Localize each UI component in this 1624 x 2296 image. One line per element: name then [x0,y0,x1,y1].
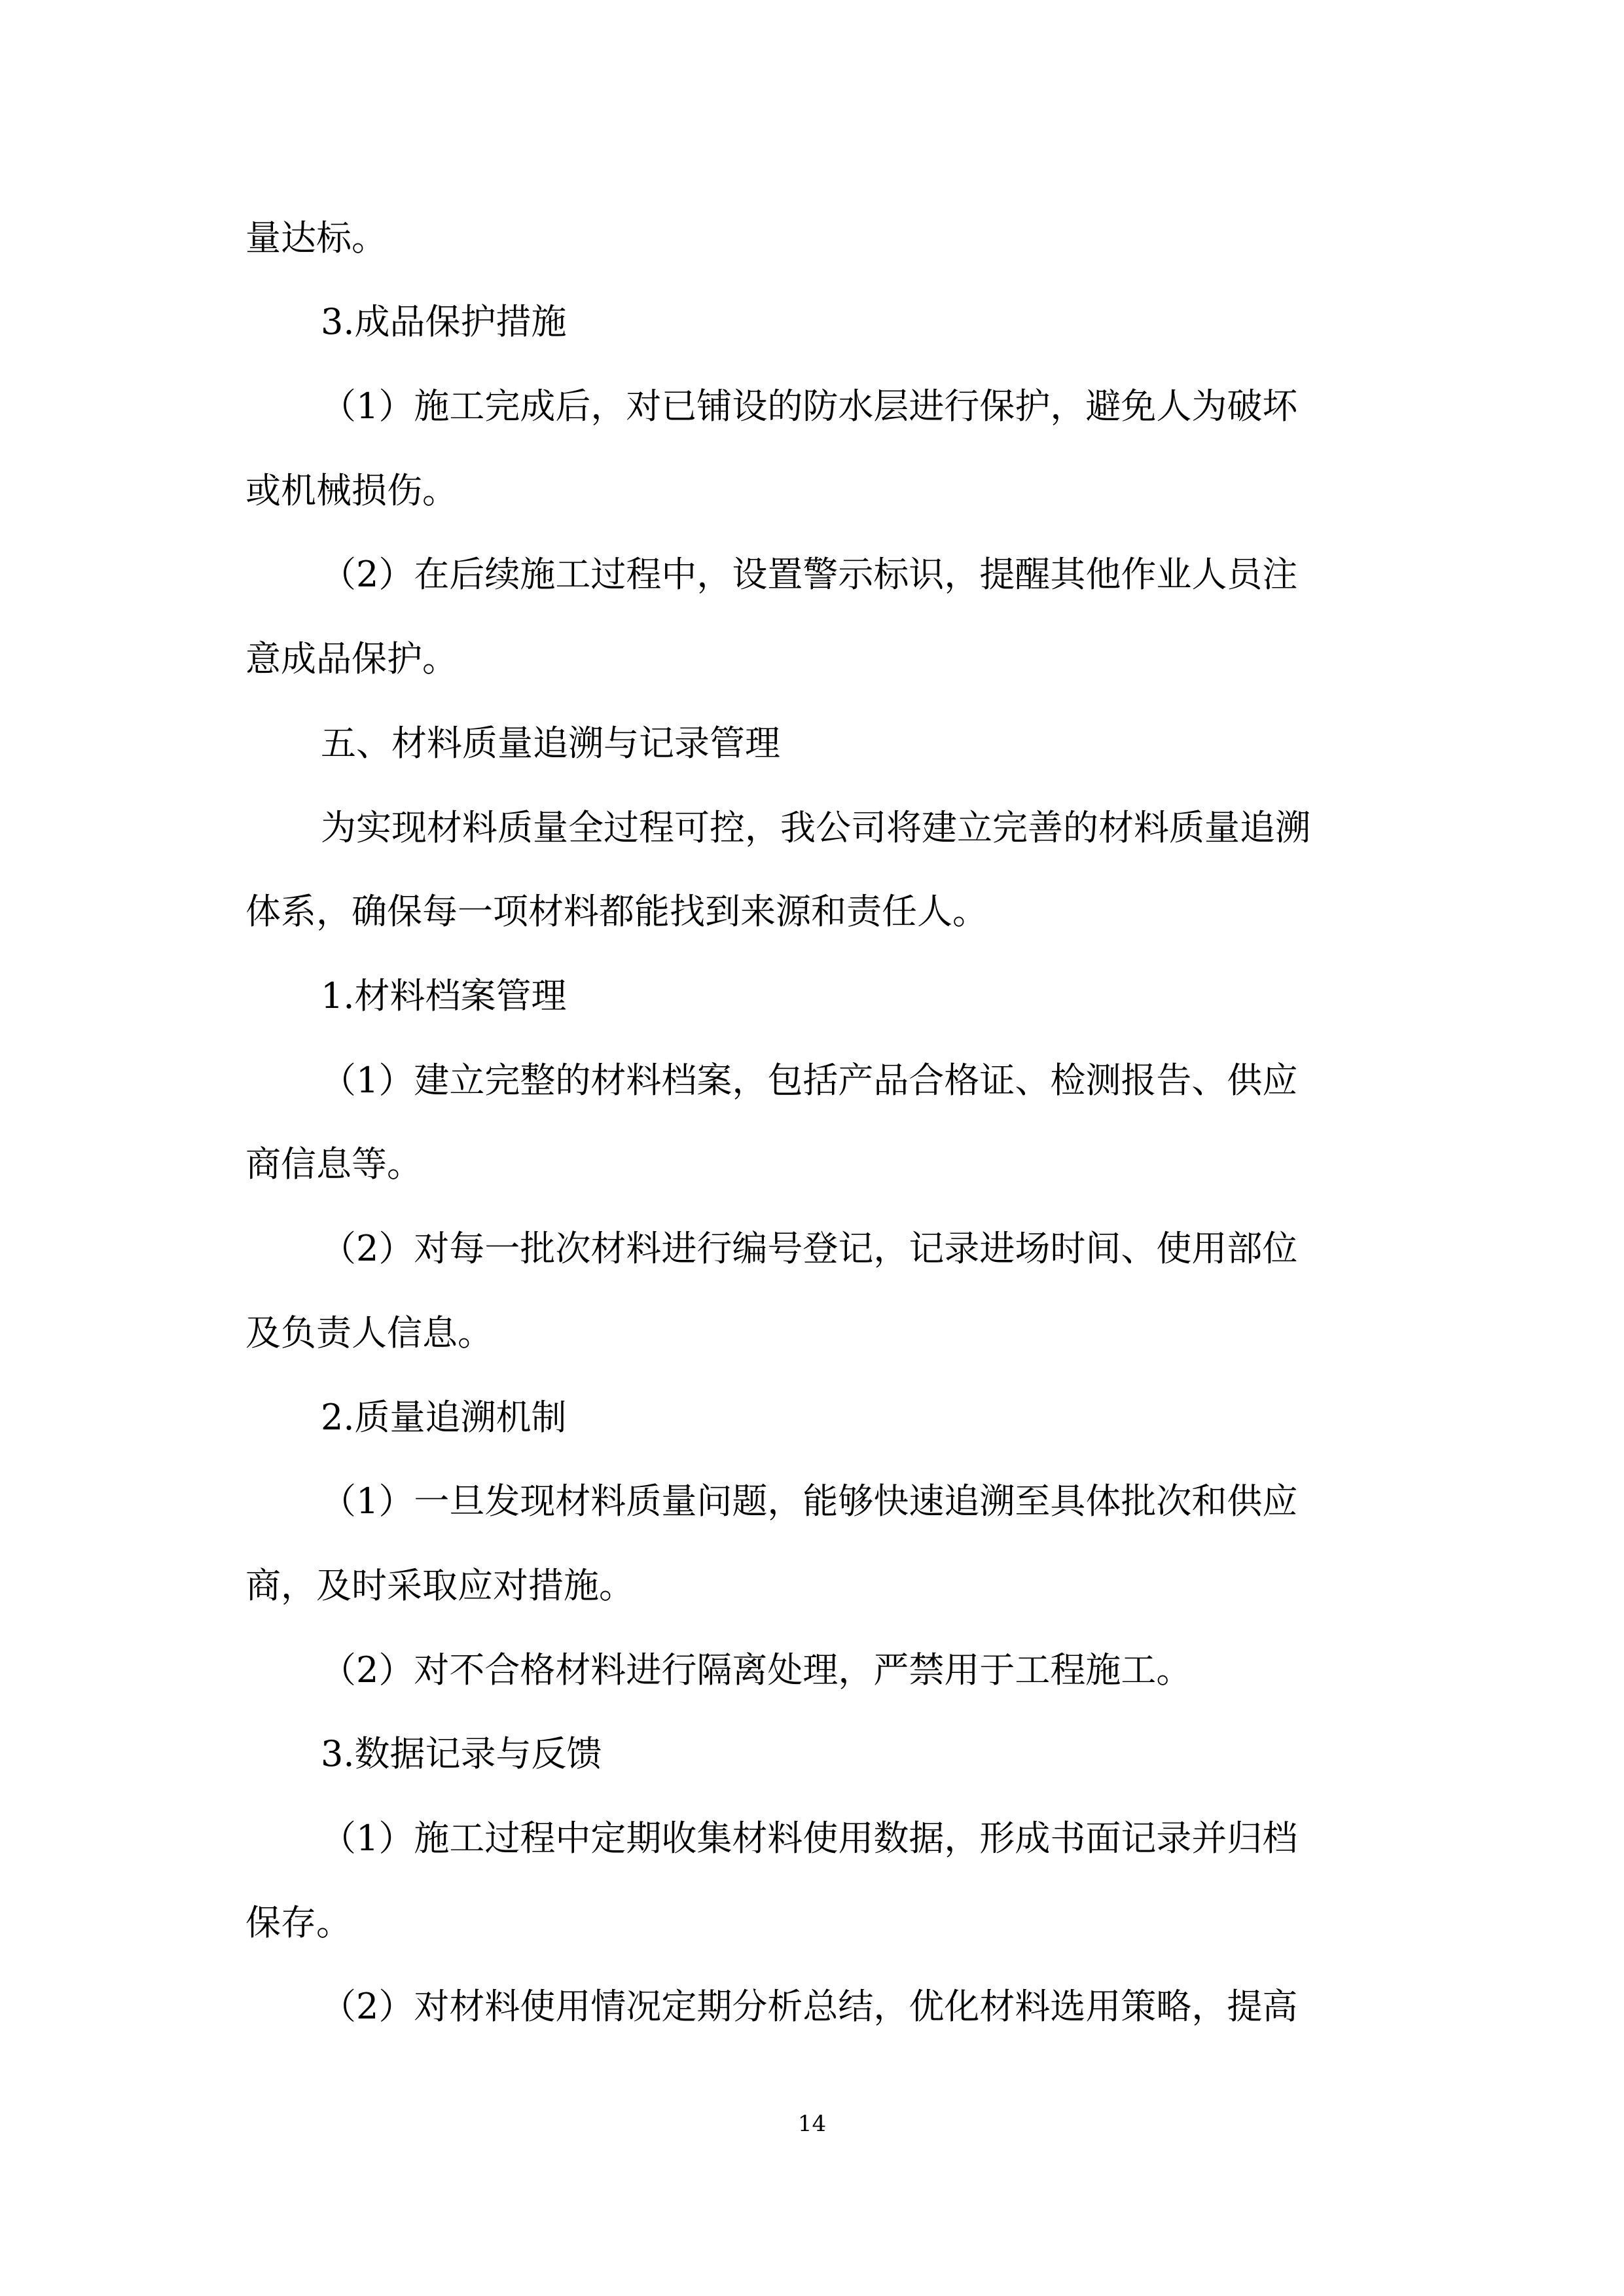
text-line: 或机械损伤。 [245,470,458,511]
text-line: （2）对不合格材料进行隔离处理，严禁用于工程施工。 [321,1649,1192,1691]
section-heading: 3.成品保护措施 [321,301,567,342]
text-line: （1）建立完整的材料档案，包括产品合格证、检测报告、供应 [321,1060,1298,1101]
text-line: 量达标。 [245,217,387,259]
text-line: 商，及时采取应对措施。 [245,1565,634,1606]
text-line: 体系，确保每一项材料都能找到来源和责任人。 [245,891,988,932]
text-line: 为实现材料质量全过程可控，我公司将建立完善的材料质量追溯 [321,807,1310,848]
text-line: （2）在后续施工过程中，设置警示标识，提醒其他作业人员注 [321,554,1298,595]
text-line: （2）对材料使用情况定期分析总结，优化材料选用策略，提高 [321,1986,1298,2027]
section-heading: 1.材料档案管理 [321,975,567,1016]
page-number: 14 [797,2111,827,2137]
text-line: （1）一旦发现材料质量问题，能够快速追溯至具体批次和供应 [321,1480,1298,1522]
text-line: （1）施工完成后，对已铺设的防水层进行保护，避免人为破坏 [321,386,1298,427]
text-line: 保存。 [245,1902,352,1943]
text-line: 商信息等。 [245,1143,422,1185]
section-heading: 3.数据记录与反馈 [321,1733,602,1774]
text-line: （1）施工过程中定期收集材料使用数据，形成书面记录并归档 [321,1818,1298,1859]
text-line: （2）对每一批次材料进行编号登记，记录进场时间、使用部位 [321,1228,1298,1269]
text-line: 及负责人信息。 [245,1312,493,1354]
text-line: 意成品保护。 [245,638,458,679]
section-heading: 2.质量追溯机制 [321,1397,567,1438]
chapter-heading: 五、材料质量追溯与记录管理 [321,723,780,764]
